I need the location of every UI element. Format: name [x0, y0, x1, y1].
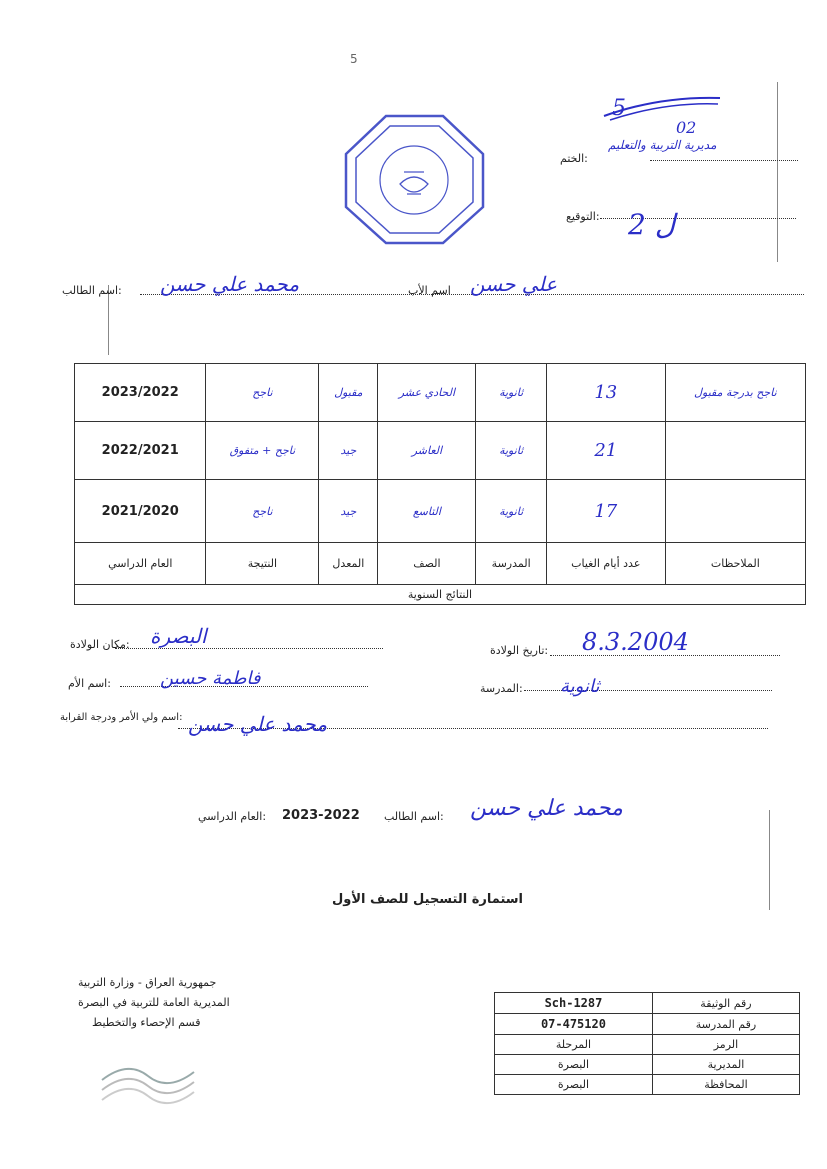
year-name-label: اسم الطالب:: [384, 810, 444, 823]
mother-label: اسم الأم:: [68, 677, 111, 690]
signature-label: التوقيع:: [566, 210, 600, 223]
notes-cell: ناجح بدرجة مقبول: [665, 364, 805, 422]
form-title: استمارة التسجيل للصف الأول: [332, 892, 524, 907]
scan-line: [769, 810, 770, 910]
place-dotted-line: [115, 648, 383, 649]
issuer-line-1: جمهورية العراق - وزارة التربية: [78, 976, 217, 989]
year-name-value: محمد علي حسن: [470, 796, 623, 821]
date-label: تاريخ الولادة:: [490, 644, 549, 657]
father-value: علي حسن: [470, 272, 558, 296]
header-cell: العام الدراسي: [75, 542, 206, 584]
info-value: البصرة: [495, 1075, 653, 1095]
place-value: البصرة: [150, 624, 207, 648]
result-cell: ناجح: [206, 364, 319, 422]
table-row: [75, 422, 806, 480]
table-row: [75, 480, 806, 542]
average-cell: جيد: [319, 480, 378, 542]
student-name-label: اسم الطالب:: [62, 284, 122, 297]
year-label: العام الدراسي:: [198, 810, 267, 823]
grade-cell: الحادي عشر: [378, 364, 476, 422]
school-cell: ثانوية: [476, 364, 546, 422]
authority-value: مديرية التربية والتعليم: [608, 138, 717, 152]
issuer-line-2: المديرية العامة للتربية في البصرة: [78, 996, 230, 1009]
school-value: ثانوية: [560, 676, 600, 697]
grade-cell: العاشر: [378, 422, 476, 480]
header-cell: الصف: [378, 542, 476, 584]
average-cell: جيد: [319, 422, 378, 480]
authority-dotted-line: [650, 160, 798, 161]
table-caption-row: [75, 584, 806, 604]
header-cell: المدرسة: [476, 542, 546, 584]
ministry-logo: [98, 1050, 198, 1110]
year-cell: 2023/2022: [75, 364, 206, 422]
father-label: اسم الأب: [408, 284, 451, 297]
scan-line: [777, 82, 778, 262]
handwritten-number: 5: [612, 96, 626, 121]
guardian-value: محمد علي حسن: [188, 712, 328, 736]
table-header-row: [75, 542, 806, 584]
year-value: 2023-2022: [282, 808, 360, 823]
info-label: المديرية: [652, 1055, 799, 1075]
info-value: المرحلة: [495, 1035, 653, 1055]
info-value: Sch-1287: [495, 993, 653, 1014]
authority-label: الختم:: [560, 152, 588, 165]
mother-value: فاطمة حسين: [160, 668, 261, 689]
header-cell: الملاحظات: [665, 542, 805, 584]
result-cell: ناجح + متفوق: [206, 422, 319, 480]
header-cell: عدد أيام الغياب: [546, 542, 665, 584]
info-row: [495, 1075, 800, 1095]
table-row: [75, 364, 806, 422]
absence-cell: 17: [546, 480, 665, 542]
place-label: مكان الولادة:: [70, 638, 130, 651]
info-row: [495, 1014, 800, 1035]
school-cell: ثانوية: [476, 422, 546, 480]
info-label: رقم المدرسة: [652, 1014, 799, 1035]
issuer-line-3: قسم الإحصاء والتخطيط: [92, 1016, 201, 1029]
info-label: المحافظة: [652, 1075, 799, 1095]
notes-cell: [665, 480, 805, 542]
school-label: المدرسة:: [480, 682, 523, 695]
year-cell: 2021/2020: [75, 480, 206, 542]
info-table: [494, 992, 800, 1095]
guardian-label: اسم ولي الأمر ودرجة القرابة:: [60, 712, 183, 723]
info-value: البصرة: [495, 1055, 653, 1075]
result-cell: ناجح: [206, 480, 319, 542]
notes-cell: [665, 422, 805, 480]
school-cell: ثانوية: [476, 480, 546, 542]
grades-table: [74, 363, 806, 605]
info-label: رقم الوثيقة: [652, 993, 799, 1014]
handwritten-code: 02: [676, 118, 697, 137]
absence-cell: 21: [546, 422, 665, 480]
absence-cell: 13: [546, 364, 665, 422]
strike-mark: [600, 92, 725, 122]
signature-value: 2 ل: [628, 208, 676, 241]
corner-mark: 5: [350, 52, 358, 66]
header-cell: المعدل: [319, 542, 378, 584]
student-name-value: محمد علي حسن: [160, 272, 300, 296]
year-cell: 2022/2021: [75, 422, 206, 480]
info-value: 07-475120: [495, 1014, 653, 1035]
date-value: 8.3.2004: [582, 628, 689, 656]
info-row: [495, 1035, 800, 1055]
info-row: [495, 1055, 800, 1075]
official-stamp: [342, 112, 487, 247]
header-cell: النتيجة: [206, 542, 319, 584]
average-cell: مقبول: [319, 364, 378, 422]
info-row: [495, 993, 800, 1014]
table-caption: النتائج السنوية: [75, 584, 806, 604]
grade-cell: التاسع: [378, 480, 476, 542]
info-label: الرمز: [652, 1035, 799, 1055]
